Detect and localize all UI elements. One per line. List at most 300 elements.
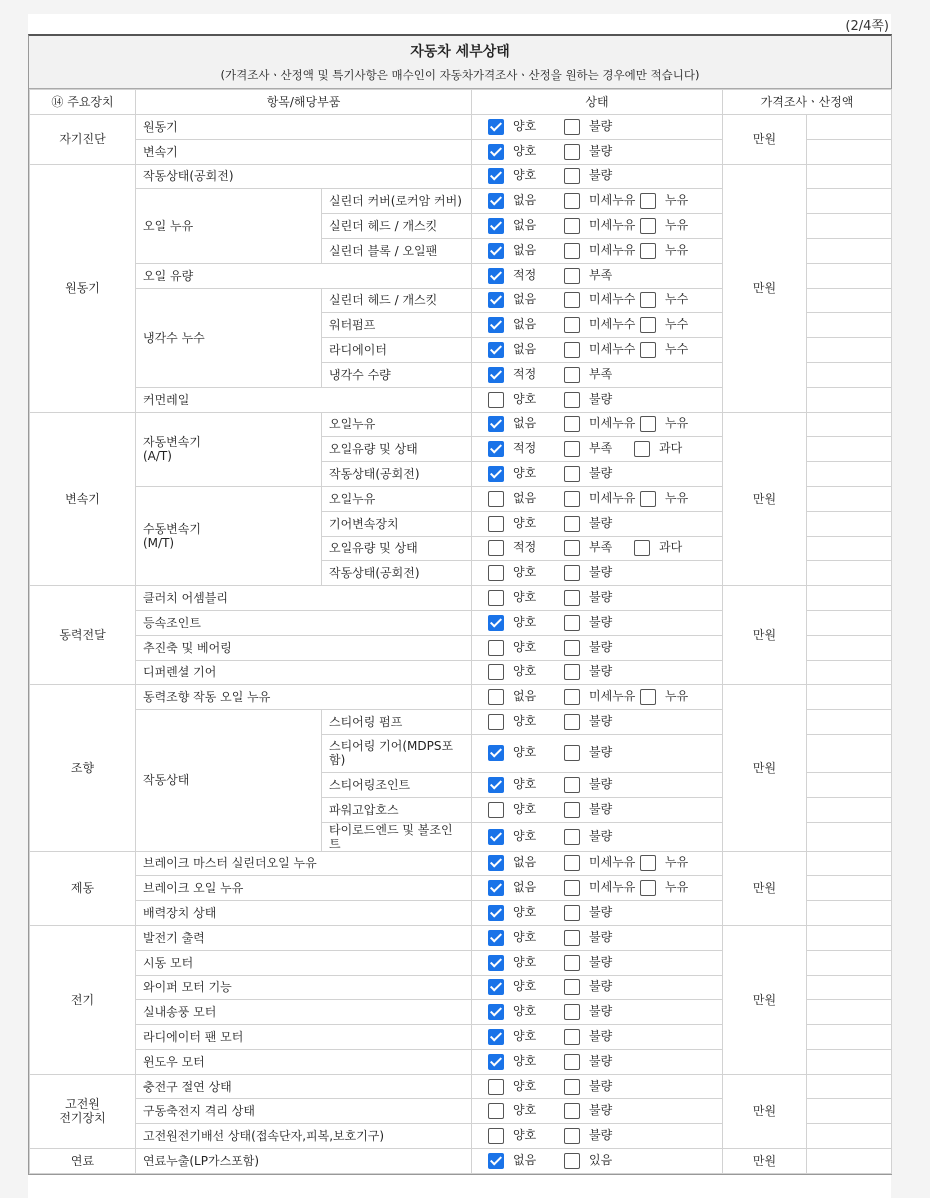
checkbox[interactable] <box>640 243 656 259</box>
price-input-cell[interactable] <box>807 214 892 239</box>
option-label: 불량 <box>589 1053 613 1068</box>
status-options <box>472 1074 723 1099</box>
status-option[interactable] <box>488 829 564 845</box>
checkbox[interactable] <box>564 168 580 184</box>
status-option[interactable] <box>564 466 640 482</box>
option-label: 없음 <box>513 317 537 332</box>
status-option[interactable] <box>488 516 564 532</box>
status-option[interactable] <box>488 1079 564 1095</box>
status-option[interactable] <box>488 1029 564 1045</box>
status-option[interactable] <box>488 1128 564 1144</box>
status-option[interactable] <box>564 689 640 705</box>
sub-item-label: 스티어링 기어(MDPS포함) <box>322 734 472 772</box>
status-option[interactable] <box>564 1029 640 1045</box>
option-label: 양호 <box>513 954 537 969</box>
price-input-cell[interactable] <box>807 387 892 412</box>
price-input-cell[interactable] <box>807 1099 892 1124</box>
checkbox[interactable] <box>564 565 580 581</box>
checkbox[interactable] <box>564 802 580 818</box>
checked-checkbox[interactable] <box>488 441 504 457</box>
status-option[interactable] <box>640 342 716 358</box>
status-option[interactable] <box>564 590 640 606</box>
status-option[interactable] <box>564 1054 640 1070</box>
checked-checkbox[interactable] <box>488 466 504 482</box>
status-option[interactable] <box>488 777 564 793</box>
status-option[interactable] <box>488 664 564 680</box>
status-option[interactable] <box>488 317 564 333</box>
status-option[interactable] <box>564 168 640 184</box>
price-input-cell[interactable] <box>807 635 892 660</box>
status-option[interactable] <box>640 317 716 333</box>
price-input-cell[interactable] <box>807 586 892 611</box>
checkbox[interactable] <box>564 1079 580 1095</box>
price-input-cell[interactable] <box>807 925 892 950</box>
checked-checkbox[interactable] <box>488 268 504 284</box>
status-option[interactable] <box>488 1103 564 1119</box>
status-option[interactable] <box>640 491 716 507</box>
status-option[interactable] <box>640 218 716 234</box>
status-option[interactable] <box>488 193 564 209</box>
checkbox[interactable] <box>564 392 580 408</box>
checked-checkbox[interactable] <box>488 745 504 761</box>
status-option[interactable] <box>488 955 564 971</box>
checkbox[interactable] <box>564 590 580 606</box>
price-input-cell[interactable] <box>807 660 892 685</box>
status-option[interactable] <box>488 441 564 457</box>
status-option[interactable] <box>564 829 640 845</box>
price-input-cell[interactable] <box>807 238 892 263</box>
status-option[interactable] <box>564 491 640 507</box>
checked-checkbox[interactable] <box>488 243 504 259</box>
status-option[interactable] <box>564 317 640 333</box>
checked-checkbox[interactable] <box>488 777 504 793</box>
price-input-cell[interactable] <box>807 1124 892 1149</box>
checked-checkbox[interactable] <box>488 342 504 358</box>
sub-item-label: 실린더 헤드 / 개스킷 <box>322 288 472 313</box>
checked-checkbox[interactable] <box>488 1153 504 1169</box>
option-label: 불량 <box>589 776 613 791</box>
checked-checkbox[interactable] <box>488 168 504 184</box>
option-label: 양호 <box>513 664 537 679</box>
option-label: 누유 <box>665 242 689 257</box>
checkbox[interactable] <box>564 745 580 761</box>
status-option[interactable] <box>488 144 564 160</box>
checked-checkbox[interactable] <box>488 317 504 333</box>
status-option[interactable] <box>564 416 640 432</box>
status-options <box>472 975 723 1000</box>
price-input-cell[interactable] <box>807 876 892 901</box>
price-input-cell[interactable] <box>807 610 892 635</box>
device-category: 연료 <box>30 1149 136 1174</box>
status-option[interactable] <box>488 119 564 135</box>
price-input-cell[interactable] <box>807 462 892 487</box>
checkbox[interactable] <box>564 855 580 871</box>
header-status: 상태 <box>472 90 723 115</box>
checked-checkbox[interactable] <box>488 880 504 896</box>
status-option[interactable] <box>564 243 640 259</box>
checkbox[interactable] <box>488 714 504 730</box>
checkbox[interactable] <box>564 905 580 921</box>
option-label: 양호 <box>513 118 537 133</box>
status-option[interactable] <box>488 540 564 556</box>
status-option[interactable] <box>640 292 716 308</box>
table-row <box>30 164 892 189</box>
price-input-cell[interactable] <box>807 1074 892 1099</box>
price-input-cell[interactable] <box>807 437 892 462</box>
checkbox[interactable] <box>488 565 504 581</box>
checkbox[interactable] <box>640 416 656 432</box>
checkbox[interactable] <box>564 930 580 946</box>
status-option[interactable] <box>564 516 640 532</box>
option-label: 양호 <box>513 801 537 816</box>
price-input-cell[interactable] <box>807 412 892 437</box>
status-option[interactable] <box>564 714 640 730</box>
option-label: 불량 <box>589 118 613 133</box>
status-option[interactable] <box>488 930 564 946</box>
status-options <box>472 189 723 214</box>
status-option[interactable] <box>564 367 640 383</box>
status-option[interactable] <box>640 243 716 259</box>
status-option[interactable] <box>634 441 710 457</box>
status-options <box>472 734 723 772</box>
checkbox[interactable] <box>564 714 580 730</box>
option-label: 누유 <box>665 218 689 233</box>
checkbox[interactable] <box>640 193 656 209</box>
option-label: 누유 <box>665 855 689 870</box>
checkbox[interactable] <box>564 292 580 308</box>
checkbox[interactable] <box>640 880 656 896</box>
status-option[interactable] <box>488 714 564 730</box>
option-label: 양호 <box>513 466 537 481</box>
status-option[interactable] <box>488 1054 564 1070</box>
status-option[interactable] <box>564 777 640 793</box>
status-options <box>472 950 723 975</box>
status-option[interactable] <box>564 855 640 871</box>
item-label: 추진축 및 베어링 <box>136 635 472 660</box>
status-option[interactable] <box>564 565 640 581</box>
status-options <box>472 462 723 487</box>
checked-checkbox[interactable] <box>488 1029 504 1045</box>
status-option[interactable] <box>488 268 564 284</box>
status-options <box>472 685 723 710</box>
status-option[interactable] <box>488 342 564 358</box>
item-label: 작동상태(공회전) <box>136 164 472 189</box>
price-input-cell[interactable] <box>807 164 892 189</box>
price-input-cell[interactable] <box>807 772 892 797</box>
checked-checkbox[interactable] <box>488 193 504 209</box>
checkbox[interactable] <box>640 342 656 358</box>
checked-checkbox[interactable] <box>488 979 504 995</box>
option-label: 없음 <box>513 689 537 704</box>
checkbox[interactable] <box>640 317 656 333</box>
checkbox[interactable] <box>564 218 580 234</box>
checkbox[interactable] <box>564 777 580 793</box>
checkbox[interactable] <box>488 516 504 532</box>
checkbox[interactable] <box>564 880 580 896</box>
checked-checkbox[interactable] <box>488 930 504 946</box>
item-label: 충전구 절연 상태 <box>136 1074 472 1099</box>
checked-checkbox[interactable] <box>488 119 504 135</box>
price-input-cell[interactable] <box>807 685 892 710</box>
checked-checkbox[interactable] <box>488 615 504 631</box>
status-option[interactable] <box>488 292 564 308</box>
status-option[interactable] <box>488 466 564 482</box>
checked-checkbox[interactable] <box>488 292 504 308</box>
status-option[interactable] <box>640 416 716 432</box>
status-option[interactable] <box>488 168 564 184</box>
option-label: 적정 <box>513 267 537 282</box>
sub-item-label: 작동상태(공회전) <box>322 561 472 586</box>
option-label: 불량 <box>589 745 613 760</box>
checkbox[interactable] <box>564 1029 580 1045</box>
form-title: 자동차 세부상태 <box>410 44 510 60</box>
checkbox[interactable] <box>564 979 580 995</box>
price-input-cell[interactable] <box>807 263 892 288</box>
form-frame <box>28 34 892 1175</box>
checkbox[interactable] <box>564 640 580 656</box>
checkbox[interactable] <box>488 1103 504 1119</box>
status-option[interactable] <box>564 441 634 457</box>
checkbox[interactable] <box>564 955 580 971</box>
status-option[interactable] <box>564 1153 640 1169</box>
status-option[interactable] <box>634 540 710 556</box>
table-row <box>30 586 892 611</box>
status-option[interactable] <box>564 1079 640 1095</box>
status-option[interactable] <box>564 979 640 995</box>
status-options <box>472 635 723 660</box>
option-label: 불량 <box>589 979 613 994</box>
price-input-cell[interactable] <box>807 1025 892 1050</box>
checkbox[interactable] <box>564 342 580 358</box>
price-input-cell[interactable] <box>807 1049 892 1074</box>
price-input-cell[interactable] <box>807 511 892 536</box>
checked-checkbox[interactable] <box>488 416 504 432</box>
status-option[interactable] <box>488 615 564 631</box>
status-option[interactable] <box>564 930 640 946</box>
status-option[interactable] <box>564 292 640 308</box>
price-input-cell[interactable] <box>807 189 892 214</box>
price-input-cell[interactable] <box>807 1000 892 1025</box>
price-input-cell[interactable] <box>807 851 892 876</box>
checkbox[interactable] <box>564 516 580 532</box>
checkbox[interactable] <box>564 1153 580 1169</box>
status-options <box>472 214 723 239</box>
status-option[interactable] <box>564 342 640 358</box>
price-input-cell[interactable] <box>807 950 892 975</box>
status-option[interactable] <box>564 1004 640 1020</box>
checkbox[interactable] <box>488 640 504 656</box>
checked-checkbox[interactable] <box>488 829 504 845</box>
option-label: 불량 <box>589 565 613 580</box>
checkbox[interactable] <box>488 802 504 818</box>
checkbox[interactable] <box>564 1004 580 1020</box>
checkbox[interactable] <box>488 1079 504 1095</box>
checkbox[interactable] <box>488 540 504 556</box>
price-input-cell[interactable] <box>807 288 892 313</box>
price-input-cell[interactable] <box>807 362 892 387</box>
status-option[interactable] <box>564 664 640 680</box>
status-option[interactable] <box>564 392 640 408</box>
checkbox[interactable] <box>564 664 580 680</box>
status-option[interactable] <box>488 640 564 656</box>
checkbox[interactable] <box>564 193 580 209</box>
checkbox[interactable] <box>488 664 504 680</box>
price-input-cell[interactable] <box>807 139 892 164</box>
status-option[interactable] <box>488 689 564 705</box>
checkbox[interactable] <box>564 615 580 631</box>
price-input-cell[interactable] <box>807 486 892 511</box>
checkbox[interactable] <box>564 1054 580 1070</box>
checkbox[interactable] <box>564 540 580 556</box>
checkbox[interactable] <box>640 491 656 507</box>
checked-checkbox[interactable] <box>488 905 504 921</box>
checkbox[interactable] <box>488 1128 504 1144</box>
status-option[interactable] <box>488 218 564 234</box>
checkbox[interactable] <box>564 466 580 482</box>
checkbox[interactable] <box>564 689 580 705</box>
price-input-cell[interactable] <box>807 797 892 822</box>
status-option[interactable] <box>640 193 716 209</box>
option-label: 불량 <box>589 391 613 406</box>
status-option[interactable] <box>640 855 716 871</box>
option-label: 누유 <box>665 193 689 208</box>
option-label: 누수 <box>665 292 689 307</box>
checkbox[interactable] <box>488 689 504 705</box>
status-option[interactable] <box>564 268 640 284</box>
checkbox[interactable] <box>564 243 580 259</box>
checkbox[interactable] <box>640 292 656 308</box>
table-row <box>30 1074 892 1099</box>
checkbox[interactable] <box>564 367 580 383</box>
option-label: 불량 <box>589 143 613 158</box>
status-option[interactable] <box>564 1103 640 1119</box>
status-option[interactable] <box>564 745 640 761</box>
price-input-cell[interactable] <box>807 901 892 926</box>
option-label: 없음 <box>513 342 537 357</box>
checkbox[interactable] <box>634 441 650 457</box>
option-label: 양호 <box>513 979 537 994</box>
price-input-cell[interactable] <box>807 822 892 851</box>
checkbox[interactable] <box>634 540 650 556</box>
item-label: 와이퍼 모터 기능 <box>136 975 472 1000</box>
checked-checkbox[interactable] <box>488 955 504 971</box>
item-label: 윈도우 모터 <box>136 1049 472 1074</box>
status-option[interactable] <box>488 880 564 896</box>
status-option[interactable] <box>488 565 564 581</box>
status-option[interactable] <box>488 905 564 921</box>
price-input-cell[interactable] <box>807 975 892 1000</box>
status-option[interactable] <box>488 392 564 408</box>
status-options <box>472 387 723 412</box>
checked-checkbox[interactable] <box>488 218 504 234</box>
price-input-cell[interactable] <box>807 1149 892 1174</box>
checkbox[interactable] <box>564 441 580 457</box>
status-option[interactable] <box>488 855 564 871</box>
checkbox[interactable] <box>564 1103 580 1119</box>
price-input-cell[interactable] <box>807 561 892 586</box>
status-option[interactable] <box>640 880 716 896</box>
checked-checkbox[interactable] <box>488 367 504 383</box>
price-input-cell[interactable] <box>807 536 892 561</box>
status-option[interactable] <box>488 416 564 432</box>
checkbox[interactable] <box>564 829 580 845</box>
status-option[interactable] <box>564 905 640 921</box>
price-input-cell[interactable] <box>807 734 892 772</box>
status-option[interactable] <box>564 955 640 971</box>
status-option[interactable] <box>564 144 640 160</box>
option-label: 미세누유 <box>589 218 636 233</box>
checkbox[interactable] <box>564 268 580 284</box>
checked-checkbox[interactable] <box>488 1054 504 1070</box>
option-label: 양호 <box>513 929 537 944</box>
status-option[interactable] <box>564 615 640 631</box>
status-option[interactable] <box>564 119 640 135</box>
status-option[interactable] <box>488 802 564 818</box>
checkbox[interactable] <box>640 689 656 705</box>
checked-checkbox[interactable] <box>488 855 504 871</box>
price-input-cell[interactable] <box>807 313 892 338</box>
status-option[interactable] <box>488 243 564 259</box>
option-label: 양호 <box>513 639 537 654</box>
checkbox[interactable] <box>488 590 504 606</box>
table-row <box>30 851 892 876</box>
status-options <box>472 412 723 437</box>
sub-item-label: 냉각수 수량 <box>322 362 472 387</box>
checkbox[interactable] <box>640 218 656 234</box>
status-option[interactable] <box>488 745 564 761</box>
option-label: 불량 <box>589 1004 613 1019</box>
checkbox[interactable] <box>564 119 580 135</box>
checkbox[interactable] <box>564 144 580 160</box>
status-option[interactable] <box>488 590 564 606</box>
status-option[interactable] <box>488 367 564 383</box>
price-input-cell[interactable] <box>807 710 892 735</box>
form-subtitle: (가격조사ㆍ산정액 및 특기사항은 매수인이 자동차가격조사ㆍ산정을 원하는 경우에만 적습니다) <box>220 68 700 82</box>
checkbox[interactable] <box>488 491 504 507</box>
status-option[interactable] <box>564 640 640 656</box>
status-option[interactable] <box>564 218 640 234</box>
checkbox[interactable] <box>640 855 656 871</box>
option-label: 부족 <box>589 267 613 282</box>
price-input-cell[interactable] <box>807 115 892 140</box>
checkbox[interactable] <box>564 1128 580 1144</box>
status-option[interactable] <box>564 880 640 896</box>
status-option[interactable] <box>488 1153 564 1169</box>
checked-checkbox[interactable] <box>488 144 504 160</box>
status-option[interactable] <box>564 540 634 556</box>
status-option[interactable] <box>640 689 716 705</box>
option-label: 적정 <box>513 366 537 381</box>
option-label: 불량 <box>589 905 613 919</box>
status-option[interactable] <box>488 491 564 507</box>
checkbox[interactable] <box>564 317 580 333</box>
option-label: 불량 <box>589 1028 613 1043</box>
status-option[interactable] <box>488 979 564 995</box>
checked-checkbox[interactable] <box>488 1004 504 1020</box>
item-label: 실내송풍 모터 <box>136 1000 472 1025</box>
checkbox[interactable] <box>564 491 580 507</box>
status-option[interactable] <box>488 1004 564 1020</box>
status-option[interactable] <box>564 802 640 818</box>
status-options <box>472 1149 723 1174</box>
checkbox[interactable] <box>564 416 580 432</box>
checkbox[interactable] <box>488 392 504 408</box>
price-input-cell[interactable] <box>807 338 892 363</box>
sub-item-label: 기어변속장치 <box>322 511 472 536</box>
status-option[interactable] <box>564 1128 640 1144</box>
status-option[interactable] <box>564 193 640 209</box>
item-label: 커먼레일 <box>136 387 472 412</box>
